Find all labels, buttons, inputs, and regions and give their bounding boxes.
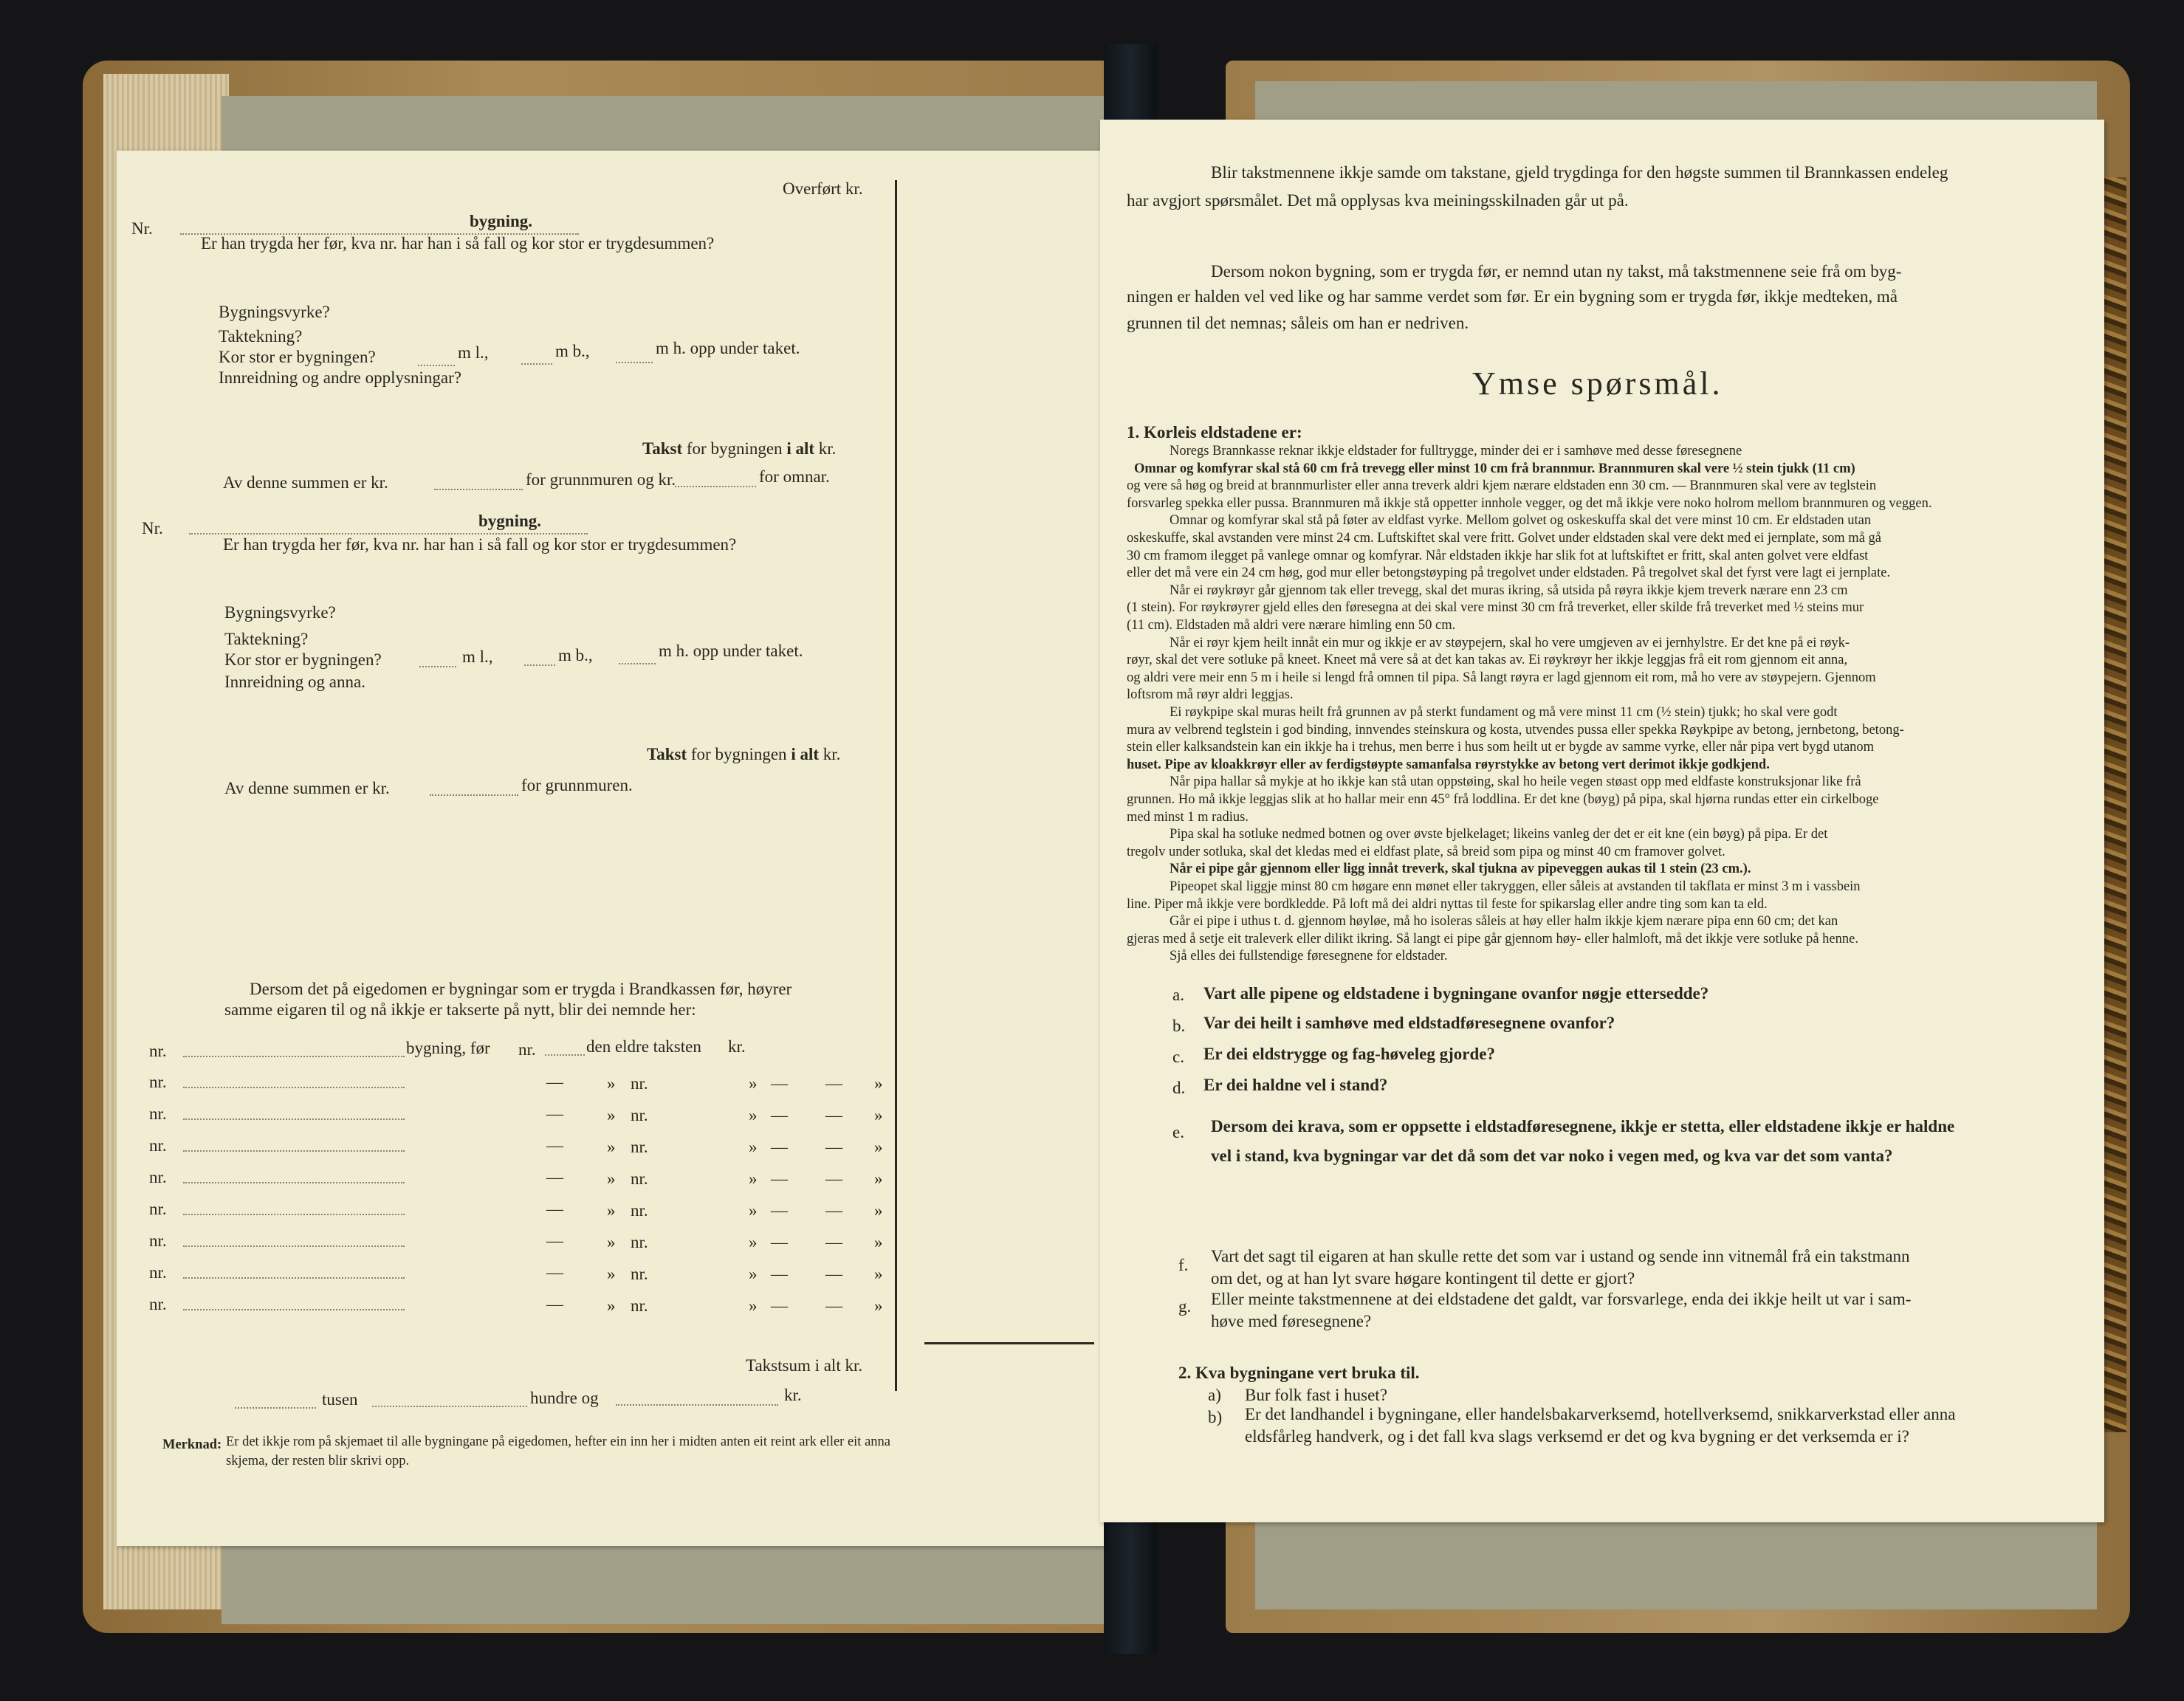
list-row-dash-2: — [771,1169,788,1188]
building-1-height-field[interactable] [616,362,653,363]
regulation-line-17: mura av velbrend teglstein i god binding, innvendes steinskura og kosta, utvendes pussa eller spekka Røykpipe av betong, jernbetong, betong- [1127,722,1904,738]
building-1-roofing-label: Taktekning? [219,327,303,346]
building-2-amount-label: Av denne summen er kr. [224,779,390,797]
list-row-ditto-2: » [749,1265,758,1283]
list-row-ditto: » [607,1138,616,1156]
list-row-ditto-3: » [874,1265,883,1283]
i-alt-word: i alt [791,745,820,763]
section-2-title: 2. Kva bygningane vert bruka til. [1178,1364,1420,1382]
list-row-dash: — [546,1200,563,1218]
list-row-1-old-nr-field[interactable] [545,1054,585,1056]
list-row-dash: — [546,1295,563,1313]
intro-1-line-1: Blir takstmennene ikkje samde om takstane, gjeld trygdinga for den høgste summen til Brannkassen endeleg [1211,163,1948,182]
question-a: Vart alle pipene og eldstadene i bygningane ovanfor nøgje ettersedde? [1203,984,1709,1003]
building-1-ovens-label: for omnar. [759,467,830,486]
list-row-ditto-2: » [749,1201,758,1220]
question-g-line-2: høve med føresegnene? [1211,1312,1372,1330]
list-row-field[interactable] [183,1214,405,1215]
list-row-nr: nr. [149,1295,167,1313]
regulation-line-16: Ei røykpipe skal muras heilt frå grunnen av på sterkt fundament og må vere minst 11 cm (½ stein) tjukk; ho skal vere godt [1170,705,1838,720]
list-row-ditto: » [607,1265,616,1283]
list-row-ditto-3: » [874,1233,883,1251]
merknad-label: Merknad: [162,1437,222,1452]
list-row-dash-2: — [771,1138,788,1156]
list-row-field[interactable] [183,1245,405,1247]
list-row-ditto-2: » [749,1138,758,1156]
total-kr-label: kr. [784,1386,802,1404]
regulation-line-15: loftsrom må røyr aldri leggjas. [1127,687,1294,703]
building-2-length-unit: m l., [462,647,493,666]
building-1-label: bygning. [470,212,533,230]
list-row-ditto-2: » [749,1233,758,1251]
regulation-line-23: Pipa skal ha sotluke nedmed botnen og over øvste bjelkelaget; likeins vanleg der det er eit kne (ein bøyg) på pipa. Er det [1170,827,1828,842]
right-page [1100,120,2104,1522]
building-1-amount-field[interactable] [434,489,523,490]
list-row-nr: nr. [149,1168,167,1186]
list-row-ditto: » [607,1074,616,1093]
list-row-ditto-3: » [874,1296,883,1315]
building-2-foundation-label: for grunnmuren. [521,776,633,794]
list-row-old-nr: nr. [631,1106,648,1124]
building-1-interior-label: Innreidning og andre opplysningar? [219,368,461,387]
tusen-label: tusen [322,1390,358,1409]
total-rule [924,1342,1094,1344]
regulation-line-29: gjeras med å setje eit traleverk eller dilikt ikring. Så langt ei pipe går gjennom høy- eller halmloft, må det ikkje vere sotluke på henne. [1127,931,1858,946]
question-f-line-1: Vart det sagt til eigaren at han skulle rette det som var i ustand og sende inn vitnemål frå ein takstmann [1211,1247,1910,1265]
section-1-title: 1. Korleis eldstadene er: [1127,423,1302,441]
list-row-dash-3: — [825,1169,842,1188]
intro-2-line-3: grunnen til det nemnas; såleis om han er nedriven. [1127,314,1469,332]
list-row-dash-2: — [771,1106,788,1124]
list-row-field[interactable] [183,1309,405,1310]
building-2-interior-label: Innreidning og anna. [224,673,365,691]
regulation-line-18: stein eller kalksandstein kan ein ikkje ha i trehus, men berre i hus som heilt ut er bygde av samme vyrke, eller når pipa vert bygd utanom [1127,740,1875,755]
regulation-line-5: Omnar og komfyrar skal stå på føter av eldfast vyrke. Mellom golvet og oskeskuffa skal det vere minst 10 cm. Er eldstaden utan [1170,513,1872,529]
building-2-label: bygning. [478,512,542,530]
list-row-ditto-3: » [874,1201,883,1220]
regulation-line-4: forsvarleg spekka eller pussa. Brannmuren må ikkje stå oppetter innhole vegger, og det må ikkje vere noko holrom mellom brannmuren og veggen. [1127,495,1932,511]
list-row-ditto-3: » [874,1169,883,1188]
list-row-dash-3: — [825,1296,842,1315]
regulation-line-1: Noregs Brannkasse reknar ikkje eldstader for fulltrygge, minder dei er i samhøve med desse føresegnene [1170,444,1742,458]
question-e-letter: e. [1172,1123,1184,1141]
building-1-material-label: Bygningsvyrke? [219,303,330,321]
regulation-line-27: line. Piper må ikkje vere bordkledde. På loft må dei aldri nyttas til feste for spikarslag eller andre ting som kan ta eld. [1127,896,1768,912]
list-row-old-nr: nr. [631,1233,648,1251]
list-row-field[interactable] [183,1182,405,1183]
list-row-nr: nr. [149,1263,167,1282]
building-2-nr-label: Nr. [142,519,163,537]
list-row-old-nr: nr. [631,1201,648,1220]
section-2-b-letter: b) [1208,1408,1223,1426]
building-1-breadth-unit: m b., [555,342,590,360]
building-2-insured-question: Er han trygda her før, kva nr. har han i så fall og kor stor er trygdesummen? [223,535,737,554]
list-row-dash-2: — [771,1201,788,1220]
regulation-line-26: Pipeopet skal liggje minst 80 cm høgare enn mønet eller takryggen, eller såleis at avstanden til takflata er minst 3 m i vassbein [1170,879,1861,894]
building-2-amount-field[interactable] [430,794,518,796]
list-row-nr: nr. [149,1136,167,1155]
list-row-dash-3: — [825,1106,842,1124]
regulation-line-25: Når ei pipe går gjennom eller ligg innåt treverk, skal tjukna av pipeveggen aukas til 1 stein (23 cm.). [1170,862,1751,877]
list-row-old-nr: nr. [631,1296,648,1315]
list-row-dash-3: — [825,1074,842,1093]
list-row-ditto-3: » [874,1106,883,1124]
list-row-dash-2: — [771,1296,788,1315]
list-row-1-nr: nr. [149,1042,167,1060]
regulation-line-8: eller det må vere ein 24 cm høg, god mur eller betongstøyping på tregolvet under eldstaden. På tregolvet skal det fyrst vere lagt ei jernplate. [1127,566,1891,581]
regulation-line-14: og aldri vere meir enn 5 m i heile si lengd frå omnen til pipa. Så langt røyra er lagd gjennom eit rom, må ho vere av støypejern. Gjennom [1127,670,1876,685]
list-row-dash: — [546,1073,563,1091]
i-alt-word: i alt [786,439,815,458]
list-row-ditto-2: » [749,1169,758,1188]
total-thousands-field[interactable] [235,1407,316,1409]
regulation-line-12: Når ei røyr kjem heilt innåt ein mur og ikkje er av støypejern, skal ho vere umgjeven av ei jernhylstre. Er det kne på ei røyk- [1170,635,1850,650]
list-row-ditto: » [607,1296,616,1315]
question-g-line-1: Eller meinte takstmennene at dei eldstadene det galdt, var forsvarlege, enda dei ikkje heilt ut var i sam- [1211,1290,1912,1308]
section-2-b-line-2: eldsfårleg handverk, og i det fall kva slags verksemd er det og kva bygning er det verksemda er i? [1245,1427,1909,1446]
list-row-dash: — [546,1168,563,1186]
amount-column-rule [895,180,897,1391]
list-row-ditto: » [607,1169,616,1188]
building-1-size-label: Kor stor er bygningen? [219,348,376,366]
regulation-line-11: (11 cm). Eldstaden må aldri vere nærare himling enn 50 cm. [1127,618,1456,633]
regulation-line-19: huset. Pipe av kloakkrøyr eller av ferdigstøypte samanfalsa røyrstykke av betong vert derimot ikkje godkjend. [1127,757,1770,772]
question-c-letter: c. [1172,1048,1184,1066]
building-2-height-unit: m h. opp under taket. [659,642,803,660]
total-label: Takstsum i alt kr. [746,1356,863,1375]
total-kr-field[interactable] [616,1404,778,1406]
question-a-letter: a. [1172,986,1184,1004]
list-row-field[interactable] [183,1087,405,1088]
list-header-nr: nr. [518,1040,536,1059]
list-row-dash: — [546,1263,563,1282]
list-row-ditto-2: » [749,1106,758,1124]
building-1-valuation-line [642,439,836,459]
building-1-length-unit: m l., [458,343,489,362]
section-heading: Ymse spørsmål. [1472,365,1723,402]
list-row-dash-3: — [825,1138,842,1156]
question-f-letter: f. [1178,1256,1189,1274]
merknad-line-1: Er det ikkje rom på skjemaet til alle bygningane på eigedomen, hefter ein inn her i midten anten eit reint ark eller eit anna [226,1434,890,1449]
list-row-old-nr: nr. [631,1169,648,1188]
list-row-dash: — [546,1136,563,1155]
regulation-line-2: Omnar og komfyrar skal stå 60 cm frå trevegg eller minst 10 cm frå brannmur. Brannmuren skal vere ½ stein tjukk (11 cm) [1134,461,1855,476]
list-header-bygning: bygning, før [406,1039,490,1057]
list-row-ditto-2: » [749,1296,758,1315]
total-hundreds-field[interactable] [372,1406,527,1407]
list-row-field[interactable] [183,1150,405,1152]
regulation-line-3: og vere så høg og breid at brannmurlister eller anna treverk aldri kjem nærare eldstaden enn 30 cm. — Brannmuren skal vere av teglstein [1127,478,1877,494]
building-2-material-label: Bygningsvyrke? [224,603,336,622]
list-header-eldre: den eldre taksten [586,1037,701,1056]
list-row-ditto: » [607,1201,616,1220]
building-2-height-field[interactable] [619,663,656,664]
regulation-line-28: Går ei pipe i uthus t. d. gjennom høyløe, må ho isoleras såleis at høy eller halm ikkje kjem nærare pipa enn 60 cm; det kan [1170,914,1838,929]
question-g-letter: g. [1178,1297,1192,1316]
building-2-length-field[interactable] [419,666,456,667]
section-2-a-letter: a) [1208,1386,1221,1404]
list-row-nr: nr. [149,1200,167,1218]
takst-word: Takst [642,439,683,458]
list-row-nr: nr. [149,1231,167,1250]
list-row-dash: — [546,1231,563,1250]
takst-text: for bygningen [686,439,783,458]
section-2-b-line-1: Er det landhandel i bygningane, eller handelsbakarverksemd, hotellverksemd, snikkarverkstad eller anna [1245,1405,1956,1423]
list-row-field[interactable] [183,1118,405,1120]
list-row-old-nr: nr. [631,1074,648,1093]
question-d: Er dei haldne vel i stand? [1203,1076,1388,1094]
building-2-roofing-label: Taktekning? [224,630,309,648]
regulation-line-22: med minst 1 m radius. [1127,809,1249,825]
regulation-line-13: røyr, skal det vere sotluke på kneet. Kneet må vere så at det kan takas av. Ei røykrøyr her ikkje leggjas frå eit rom gjennom eit anna, [1127,653,1848,668]
list-row-ditto: » [607,1233,616,1251]
list-row-ditto-3: » [874,1138,883,1156]
list-row-ditto: » [607,1106,616,1124]
question-d-letter: d. [1172,1079,1186,1097]
regulation-line-9: Når ei røykrøyr går gjennom tak eller trevegg, skal det muras ikring, så utsida på røyra ikkje kjem treverk nærare enn 23 cm [1170,583,1848,598]
building-1-amount-label: Av denne summen er kr. [223,473,388,492]
list-header-kr: kr. [728,1037,746,1056]
building-2-breadth-unit: m b., [558,646,593,664]
takst-text: for bygningen [690,745,787,763]
kr-word: kr. [818,439,837,458]
hundre-label: hundre og [530,1389,599,1407]
question-f-line-2: om det, og at han lyt svare høgare kontingent til dette er gjort? [1211,1269,1635,1288]
section-2-a: Bur folk fast i huset? [1245,1386,1387,1404]
list-row-nr: nr. [149,1104,167,1123]
left-page [117,151,1104,1546]
building-1-nr-label: Nr. [131,219,153,238]
building-1-foundation-label: for grunnmuren og kr. [526,470,676,489]
list-row-dash-2: — [771,1265,788,1283]
list-row-dash-3: — [825,1265,842,1283]
question-e-line-2: vel i stand, kva bygningar var det då som det var noko i vegen med, og kva var det som vanta? [1211,1147,1893,1165]
building-1-insured-question: Er han trygda her før, kva nr. har han i så fall og kor stor er trygdesummen? [201,234,715,252]
building-1-ovens-field[interactable] [675,486,756,487]
intro-2-line-1: Dersom nokon bygning, som er trygda før, er nemnd utan ny takst, må takstmennene seie frå om byg- [1211,262,1902,281]
list-row-field[interactable] [183,1277,405,1279]
list-row-ditto-3: » [874,1074,883,1093]
list-row-nr: nr. [149,1073,167,1091]
intro-1-line-2: har avgjort spørsmålet. Det må opplysas kva meiningsskilnaden går ut på. [1127,191,1629,210]
regulation-line-30: Sjå elles dei fullstendige føresegnene for eldstader. [1170,949,1448,964]
building-2-breadth-field[interactable] [524,664,555,666]
question-b: Var dei heilt i samhøve med eldstadføresegnene ovanfor? [1203,1014,1615,1032]
list-row-dash-2: — [771,1233,788,1251]
kr-word: kr. [823,745,841,763]
previous-buildings-intro-2: samme eigaren til og nå ikkje er takserte på nytt, blir dei nemnde her: [224,1000,696,1019]
list-row-1-field[interactable] [183,1056,405,1057]
regulation-line-7: 30 cm framom ilegget på vanlege omnar og komfyrar. Når eldstaden ikkje har slik fot at luftskiftet er fritt, skal anten golvet vere eldfast [1127,548,1869,563]
regulation-line-24: tregolv under sotluka, skal det kledas med ei eldfast plate, så breid som pipa og minst 40 cm framover golvet. [1127,844,1725,859]
question-b-letter: b. [1172,1017,1186,1035]
building-1-height-unit: m h. opp under taket. [656,339,800,357]
list-row-dash: — [546,1104,563,1123]
building-2-size-label: Kor stor er bygningen? [224,650,382,669]
takst-word: Takst [647,745,687,763]
list-row-dash-3: — [825,1201,842,1220]
list-row-old-nr: nr. [631,1138,648,1156]
intro-2-line-2: ningen er halden vel ved like og har samme verdet som før. Er ein bygning som er trygda før, ikkje medteken, må [1127,287,1898,306]
list-row-ditto-2: » [749,1074,758,1093]
building-1-length-field[interactable] [418,365,455,366]
carried-over-label: Overført kr. [783,179,863,198]
question-c: Er dei eldstrygge og fag-høveleg gjorde? [1203,1045,1495,1063]
list-row-dash-2: — [771,1074,788,1093]
regulation-line-6: oskeskuffe, skal avstanden vere minst 24 cm. Luftskiftet skal vere fritt. Golvet under eldstaden skal vere dekt med ei jernplate, som må gå [1127,531,1881,546]
merknad-line-2: skjema, der resten blir skrivi opp. [226,1454,410,1468]
list-row-dash-3: — [825,1233,842,1251]
previous-buildings-intro-1: Dersom det på eigedomen er bygningar som er trygda i Brandkassen før, høyrer [250,980,792,998]
building-1-breadth-field[interactable] [521,363,552,365]
regulation-line-20: Når pipa hallar så mykje at ho ikkje kan stå utan oppstøing, skal ho heile vegen støast opp med eldfaste konstruksjonar like frå [1170,774,1861,790]
building-2-valuation-line [647,744,840,765]
regulation-line-10: (1 stein). For røykrøyrer gjeld elles den føresegna at dei skal vere minst 30 cm frå treverket, eller skilde frå treverket med ½ steins mur [1127,600,1864,616]
list-row-old-nr: nr. [631,1265,648,1283]
regulation-line-21: grunnen. Ho må ikkje leggjas slik at ho hallar meir enn 45° frå loddlina. Er det kne (bøyg) på pipa, skal hjørna rundas etter ein cirkelboge [1127,792,1879,807]
question-e-line-1: Dersom dei krava, som er oppsette i eldstadføresegnene, ikkje er stetta, eller eldstadene ikkje er haldne [1211,1117,1955,1135]
